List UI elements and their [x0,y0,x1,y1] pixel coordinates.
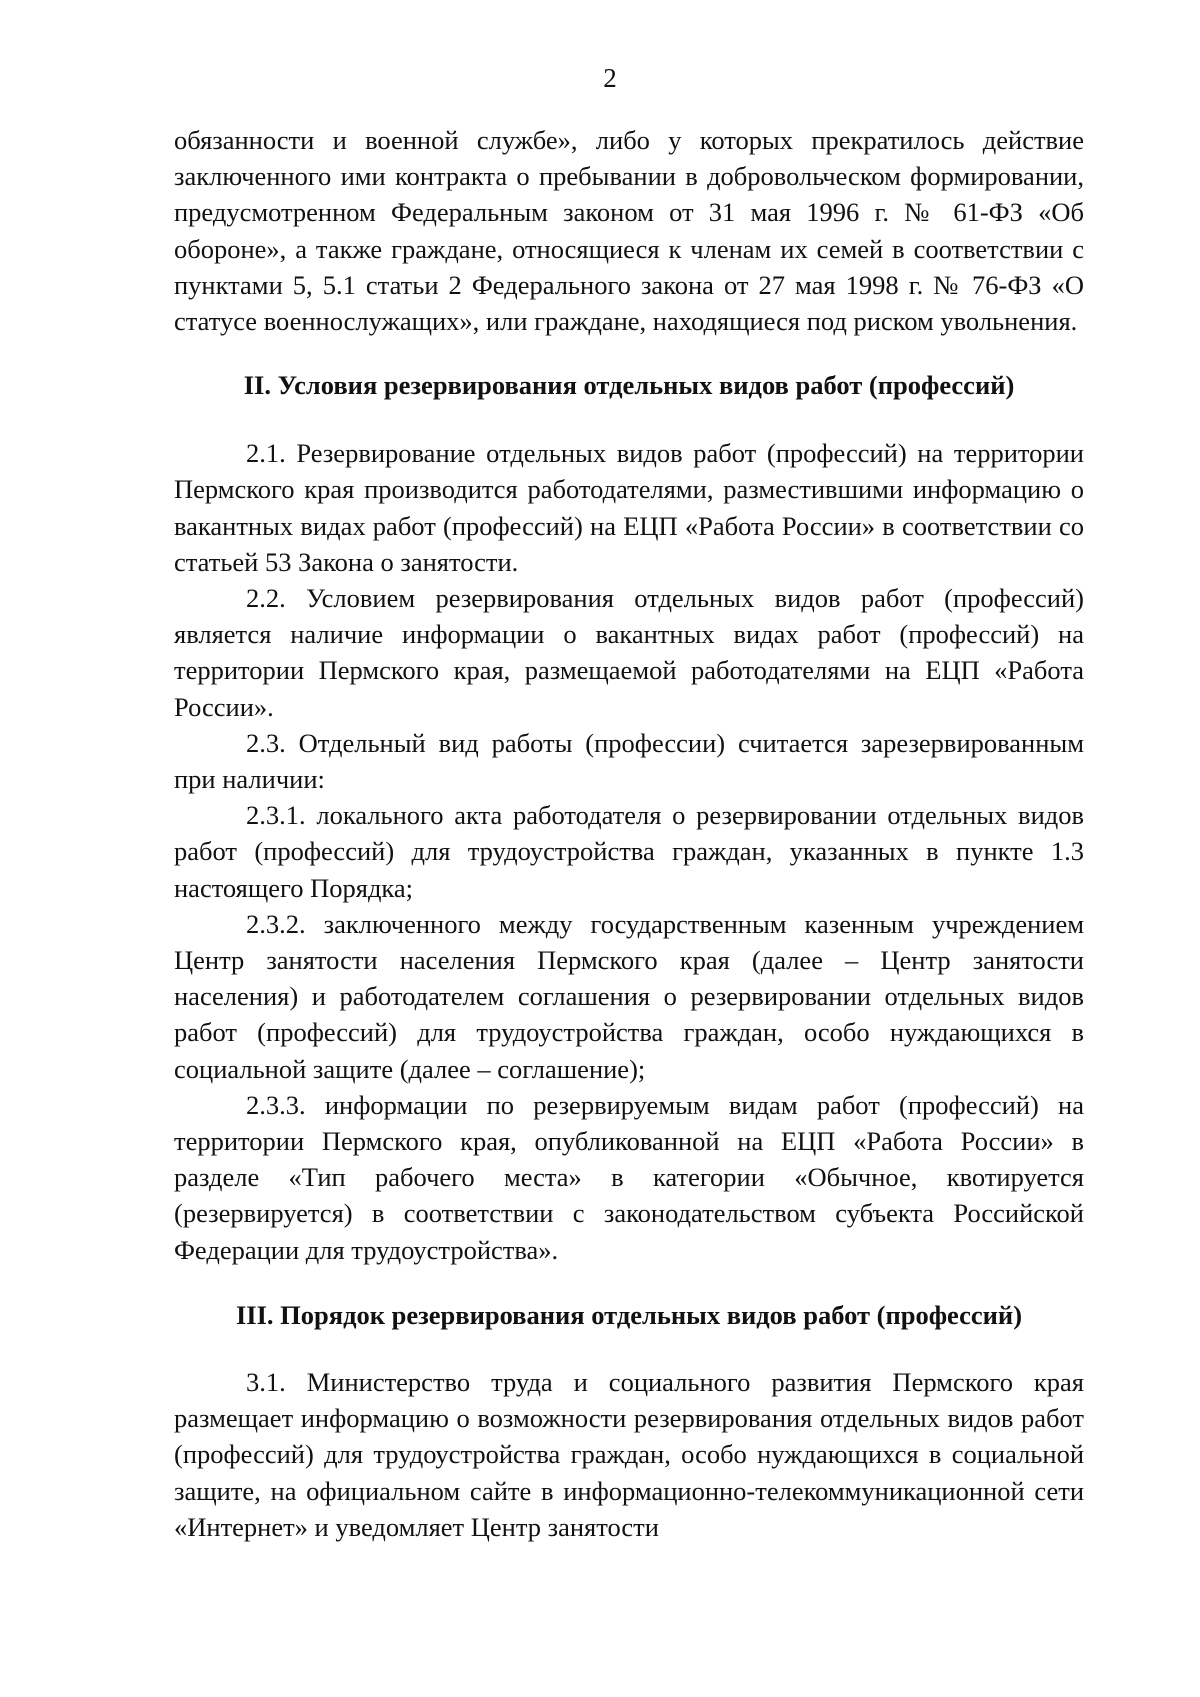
paragraph-3-1: 3.1. Министерство труда и социального развития Пермского края размещает информацию о возможности резервирования отдельных видов работ (профессий) для трудоустройства граждан, особо нуждающихся в социальной защите, на официальном сайте в информационно-телекоммуникационной сети «Интернет» и уведомляет Центр занятости [174,1366,1084,1542]
page-number: 2 [603,63,617,93]
paragraph-2-3-2: 2.3.2. заключенного между государственным казенным учреждением Центр занятости населения Пермского края (далее – Центр занятости населения) и работодателем соглашения о резервировании отдельных видов работ (профессий) для трудоустройства граждан, особо нуждающихся в социальной защите (далее – соглашение); [174,908,1084,1084]
paragraph-2-2: 2.2. Условием резервирования отдельных видов работ (профессий) является наличие информации о вакантных видах работ (профессий) на территории Пермского края, размещаемой работодателями на ЕЦП «Работа России». [174,583,1084,722]
paragraph-2-3: 2.3. Отдельный вид работы (профессии) считается зарезервированным при наличии: [174,727,1084,795]
document-body [174,122,1084,1545]
paragraph-2-3-1: 2.3.1. локального акта работодателя о резервировании отдельных видов работ (профессий) для трудоустройства граждан, указанных в пункте 1.3 настоящего Порядка; [174,800,1084,903]
paragraph-intro: обязанности и военной службе», либо у которых прекратилось действие заключенного ими контракта о пребывании в добровольческом формировании, предусмотренном Федеральным законом от 31 мая 1996 г. № 61-ФЗ «Об обороне», а также граждане, относящиеся к членам их семей в соответствии с пунктами 5, 5.1 статьи 2 Федерального закона от 27 мая 1998 г. № 76-ФЗ «О статусе военнослужащих», или граждане, находящиеся под риском увольнения. [174,125,1084,337]
section-heading-3: III. Порядок резервирования отдельных видов работ (профессий) [235,1299,1023,1330]
paragraph-2-1: 2.1. Резервирование отдельных видов работ (профессий) на территории Пермского края производится работодателями, разместившими информацию о вакантных видах работ (профессий) на ЕЦП «Работа России» в соответствии со статьей 53 Закона о занятости. [174,438,1084,577]
section-heading-2: II. Условия резервирования отдельных видов работ (профессий) [243,370,1015,401]
paragraph-2-3-3: 2.3.3. информации по резервируемым видам работ (профессий) на территории Пермского края, опубликованной на ЕЦП «Работа России» в разделе «Тип рабочего места» в категории «Обычное, квотируется (резервируется) в соответствии с законодательством субъекта Российской Федерации для трудоустройства». [174,1089,1084,1265]
